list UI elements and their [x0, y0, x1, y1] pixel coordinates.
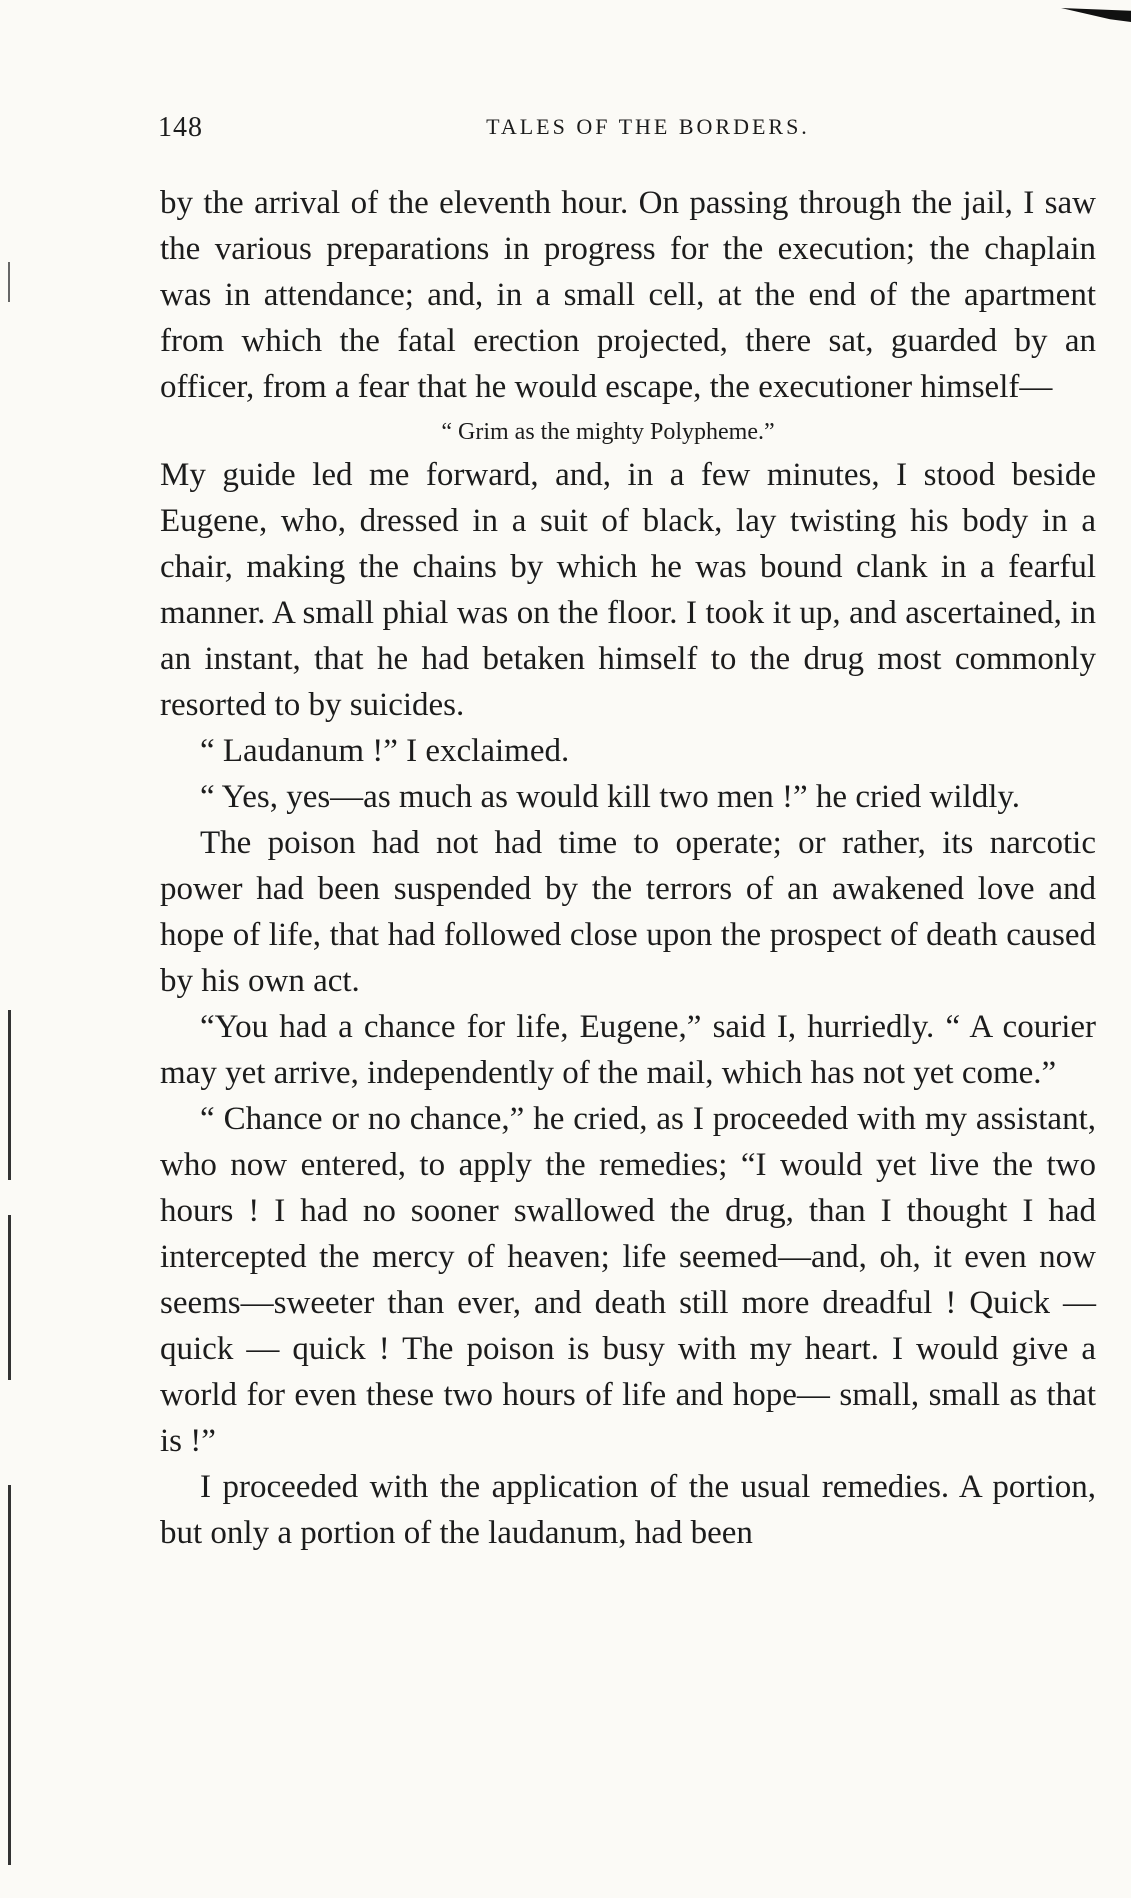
binding-edge-mark: [8, 262, 10, 302]
paragraph: The poison had not had time to operate; or rather, its narcotic power had been suspended by the terrors of an awakened love and hope of life, that had followed close upon the prospect of death caused by his own act.: [160, 825, 1096, 999]
paragraph: “You had a chance for life, Eugene,” said I, hurriedly. “ A courier may yet arrive, independently of the mail, which has not yet come.”: [160, 1009, 1096, 1091]
body-text: [160, 180, 1096, 1556]
page-number: 148: [158, 112, 203, 143]
page-header: [158, 112, 1098, 142]
binding-edge-mark: [8, 1215, 11, 1380]
paragraph: I proceeded with the application of the usual remedies. A portion, but only a portion of the laudanum, had been: [160, 1469, 1096, 1551]
paragraph: “ Chance or no chance,” he cried, as I proceeded with my assistant, who now entered, to apply the remedies; “I would yet live the two hours ! I had no sooner swallowed the drug, than I thought I had intercepted the mercy of heaven; life seemed—and, oh, it even now seems—sweeter than ever, and death still more dreadful ! Quick — quick — quick ! The poison is busy with my heart. I would give a world for even these two hours of life and hope— small, small as that is !”: [160, 1101, 1096, 1459]
paragraph: by the arrival of the eleventh hour. On passing through the jail, I saw the various preparations in progress for the execution; the chaplain was in attendance; and, in a small cell, at the end of the apartment from which the fatal erection projected, there sat, guarded by an officer, from a fear that he would escape, the executioner himself—: [160, 185, 1096, 405]
paragraph: “ Yes, yes—as much as would kill two men !” he cried wildly.: [200, 779, 1020, 815]
running-title: TALES OF THE BORDERS.: [486, 114, 810, 139]
paragraph: My guide led me forward, and, in a few minutes, I stood beside Eugene, who, dressed in a suit of black, lay twisting his body in a chair, making the chains by which he was bound clank in a fearful manner. A small phial was on the floor. I took it up, and ascertained, in an instant, that he had betaken himself to the drug most commonly resorted to by suicides.: [160, 457, 1096, 723]
verse-quotation: “ Grim as the mighty Polypheme.”: [441, 419, 775, 445]
binding-edge-mark: [8, 1010, 11, 1180]
paragraph: “ Laudanum !” I exclaimed.: [200, 733, 570, 769]
corner-ink-mark: [1061, 8, 1131, 22]
binding-edge-mark: [8, 1485, 11, 1865]
